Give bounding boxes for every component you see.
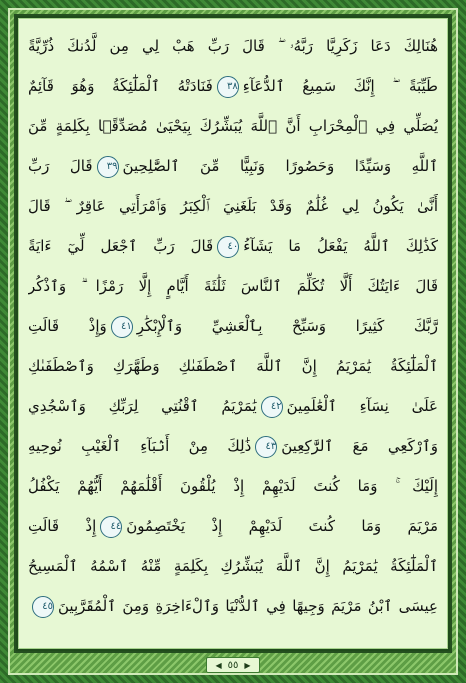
verse-text: قَالَ ءَايَتُكَ أَلَّا تُكَلِّمَ ٱلنَّاسَ ثَلَٰثَةَ أَيَّامٍ إِلَّا رَمْزًا ۗ وَٱذْكُر <box>28 277 438 295</box>
ayah-number-marker: ٣٩ <box>97 156 119 178</box>
verse-text: ٱلْمَلَٰٓئِكَةُ يَٰمَرْيَمُ إِنَّ ٱللَّهَ يُبَشِّرُكِ بِكَلِمَةٍ مِّنْهُ ٱسْمُهُ ٱلْمَسِيحُ <box>28 557 438 575</box>
verse-text-continuation: قَالَ رَبِّ <box>28 157 93 175</box>
verse-line <box>28 108 438 144</box>
verse-text: أَنَّىٰ يَكُونُ لِي غُلَٰمٌ وَقَدْ بَلَغَنِيَ ٱلْكِبَرُ وَٱمْرَأَتِي عَاقِرٌ ۖ قَالَ <box>28 197 438 215</box>
verse-line <box>28 468 438 504</box>
verse-text: ٱللَّهِ وَسَيِّدًا وَحَصُورًا وَنَبِيًّا مِّنَ ٱلصَّٰلِحِينَ <box>122 157 438 175</box>
verse-line <box>28 548 438 584</box>
left-arrow-icon: ◀ <box>215 660 222 670</box>
verse-text: طَيِّبَةً ۖ إِنَّكَ سَمِيعُ ٱلدُّعَآءِ <box>242 77 438 95</box>
ayah-number-marker: ٤٠ <box>217 236 239 258</box>
right-arrow-icon: ▶ <box>244 660 251 670</box>
verse-text: إِلَيْكَ ۚ وَمَا كُنتَ لَدَيْهِمْ إِذْ يُلْقُونَ أَقْلَٰمَهُمْ أَيُّهُمْ يَكْفُلُ <box>28 477 438 495</box>
ayah-number-marker: ٤٢ <box>261 396 283 418</box>
verse-text-continuation: ذَٰلِكَ مِنْ أَنۢبَآءِ ٱلْغَيْبِ نُوحِيهِ <box>28 437 252 455</box>
verse-text-continuation: فَنَادَتْهُ ٱلْمَلَٰٓئِكَةُ وَهُوَ قَآئِمٌ <box>28 77 213 95</box>
verse-text: مَرْيَمَ وَمَا كُنتَ لَدَيْهِمْ إِذْ يَخْتَصِمُونَ <box>126 517 438 535</box>
verse-line <box>28 588 438 624</box>
verse-text-continuation: وَإِذْ قَالَتِ <box>28 317 107 335</box>
verse-line <box>28 148 438 184</box>
verse-text-continuation: قَالَ رَبِّ ٱجْعَل لِّيٓ ءَايَةً <box>28 237 214 255</box>
page-footer <box>0 657 466 673</box>
verse-text: عِيسَى ٱبْنُ مَرْيَمَ وَجِيهًا فِي ٱلدُّنْيَا وَٱلْءَاخِرَةِ وَمِنَ ٱلْمُقَرَّبِينَ <box>58 597 438 615</box>
verse-line <box>28 508 438 544</box>
verse-text-continuation: يَٰمَرْيَمُ ٱقْنُتِي لِرَبِّكِ وَٱسْجُدِي <box>28 397 257 415</box>
ayah-number-marker: ٣٨ <box>217 76 239 98</box>
verse-text: يُصَلِّي فِي ٱلْمِحْرَابِ أَنَّ ٱللَّهَ يُبَشِّرُكَ بِيَحْيَىٰ مُصَدِّقًۢا بِكَلِمَةٍ مِّنَ <box>28 117 438 135</box>
ayah-number-marker: ٤٤ <box>100 516 122 538</box>
verse-line <box>28 388 438 424</box>
ayah-number-marker: ٤٣ <box>255 436 277 458</box>
verse-text: كَذَٰلِكَ ٱللَّهُ يَفْعَلُ مَا يَشَآءُ <box>243 237 438 255</box>
verse-text: هُنَالِكَ دَعَا زَكَرِيَّا رَبَّهُۥ ۖ قَالَ رَبِّ هَبْ لِي مِن لَّدُنكَ ذُرِّيَّةً <box>28 37 438 55</box>
verse-text: عَلَىٰ نِسَآءِ ٱلْعَٰلَمِينَ <box>286 397 438 415</box>
verse-line <box>28 308 438 344</box>
verse-line <box>28 428 438 464</box>
verse-text: ٱلْمَلَٰٓئِكَةُ يَٰمَرْيَمُ إِنَّ ٱللَّهَ ٱصْطَفَىٰكِ وَطَهَّرَكِ وَٱصْطَفَىٰكِ <box>28 357 438 375</box>
ayah-number-marker: ٤٥ <box>32 596 54 618</box>
verse-line <box>28 268 438 304</box>
verse-line <box>28 348 438 384</box>
verse-text: وَٱرْكَعِي مَعَ ٱلرَّٰكِعِينَ <box>281 437 438 455</box>
page-number-box <box>206 657 259 673</box>
verse-text: رَّبَّكَ كَثِيرًا وَسَبِّحْ بِٱلْعَشِيِّ وَٱلْإِبْكَٰرِ <box>136 317 438 335</box>
verse-text-continuation: إِذْ قَالَتِ <box>28 517 97 535</box>
verse-line <box>28 228 438 264</box>
verse-line <box>28 28 438 64</box>
ayah-number-marker: ٤١ <box>111 316 133 338</box>
page-number: ٥٥ <box>227 659 239 671</box>
verse-line <box>28 188 438 224</box>
verse-line <box>28 68 438 104</box>
